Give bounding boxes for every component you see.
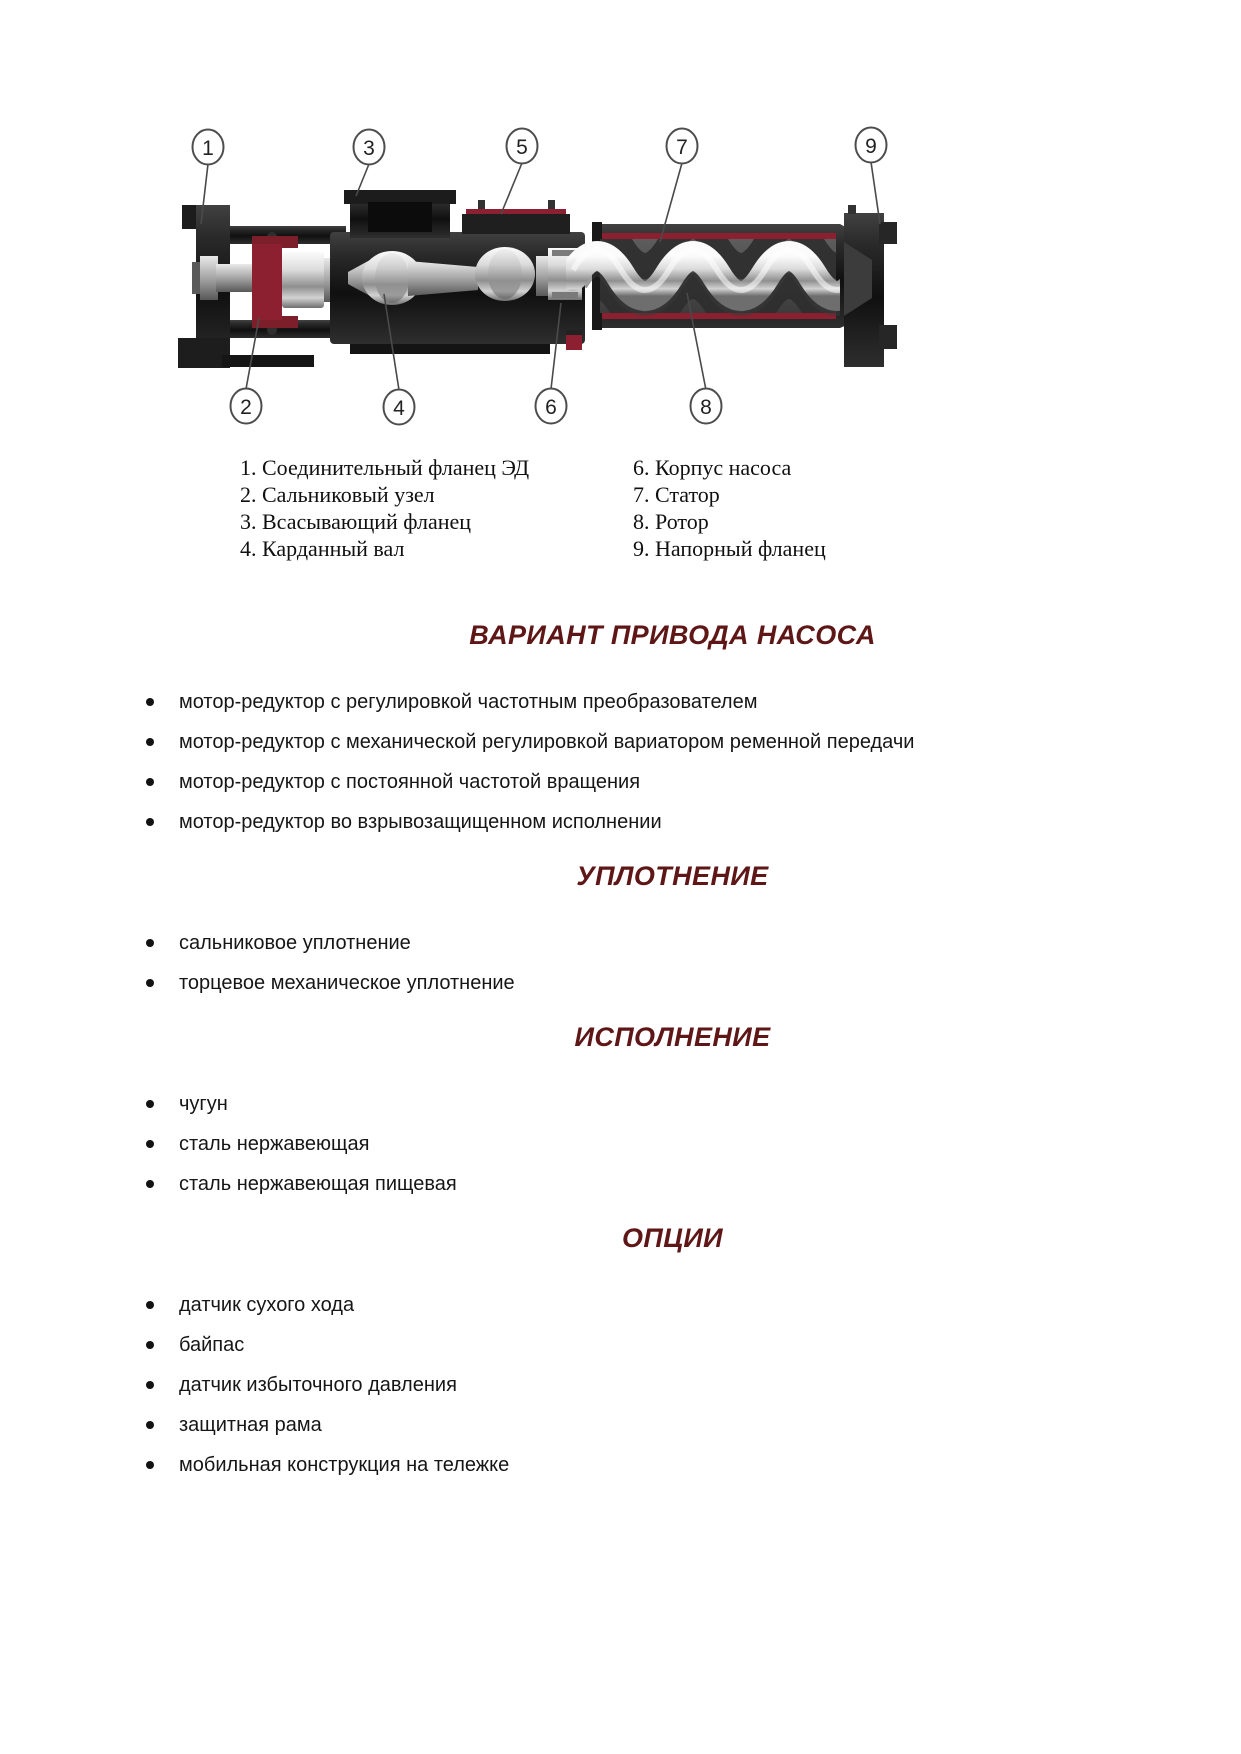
callout-9 <box>856 128 887 163</box>
list-item: мотор-редуктор с регулировкой частотным преобразователем <box>144 690 1241 714</box>
list-item: датчик сухого хода <box>144 1293 1241 1317</box>
callout-2 <box>231 389 262 424</box>
list-item: сталь нержавеющая <box>144 1132 1241 1156</box>
list-item: сталь нержавеющая пищевая <box>144 1172 1241 1196</box>
list-item: байпас <box>144 1333 1241 1357</box>
parts-legend <box>240 454 1241 562</box>
options-list <box>144 1293 1241 1477</box>
legend-column-left <box>240 454 633 562</box>
section-heading-options: ОПЦИИ <box>622 1223 723 1253</box>
part-rotor <box>573 250 861 300</box>
callout-8 <box>691 389 722 424</box>
callout-8-number: 8 <box>700 396 712 419</box>
list-item: мотор-редуктор с механической регулировкой вариатором ременной передачи <box>144 730 1241 754</box>
part-top-gasket-flange <box>462 200 570 234</box>
legend-item-8: 8. Ротор <box>633 509 709 534</box>
callout-1 <box>193 130 224 165</box>
callout-3-number: 3 <box>363 137 375 160</box>
callout-4 <box>384 390 415 425</box>
legend-item-9: 9. Напорный фланец <box>633 536 826 561</box>
callout-3 <box>354 130 385 165</box>
callout-7-number: 7 <box>676 136 688 159</box>
legend-column-right <box>633 454 826 562</box>
part-discharge-flange <box>840 205 897 367</box>
callout-7 <box>667 129 698 164</box>
list-item: защитная рама <box>144 1413 1241 1437</box>
legend-item-1: 1. Соединительный фланец ЭД <box>240 455 530 480</box>
callout-4-number: 4 <box>393 397 405 420</box>
part-suction-flange <box>344 190 456 238</box>
legend-item-6: 6. Корпус насоса <box>633 455 792 480</box>
legend-item-7: 7. Статор <box>633 482 720 507</box>
drive-variant-list <box>144 690 1241 834</box>
callout-6 <box>536 389 567 424</box>
callout-9-number: 9 <box>865 135 877 158</box>
section-heading-seal: УПЛОТНЕНИЕ <box>576 861 769 891</box>
list-item: торцевое механическое уплотнение <box>144 971 1241 995</box>
callout-6-number: 6 <box>545 396 557 419</box>
list-item: мобильная конструкция на тележке <box>144 1453 1241 1477</box>
seal-list <box>144 931 1241 995</box>
callout-2-number: 2 <box>240 396 252 419</box>
list-item: мотор-редуктор с постоянной частотой вращения <box>144 770 1241 794</box>
list-item: мотор-редуктор во взрывозащищенном исполнении <box>144 810 1241 834</box>
section-heading-material: ИСПОЛНЕНИЕ <box>574 1022 771 1052</box>
legend-item-2: 2. Сальниковый узел <box>240 482 435 507</box>
callout-5-number: 5 <box>516 136 528 159</box>
legend-item-4: 4. Карданный вал <box>240 536 405 561</box>
list-item: сальниковое уплотнение <box>144 931 1241 955</box>
pump-cutaway-diagram <box>0 0 1241 440</box>
material-list <box>144 1092 1241 1196</box>
list-item: датчик избыточного давления <box>144 1373 1241 1397</box>
section-heading-drive-variant: ВАРИАНТ ПРИВОДА НАСОСА <box>469 620 876 650</box>
callout-5 <box>507 129 538 164</box>
list-item: чугун <box>144 1092 1241 1116</box>
legend-item-3: 3. Всасывающий фланец <box>240 509 472 534</box>
callout-1-number: 1 <box>202 137 214 160</box>
